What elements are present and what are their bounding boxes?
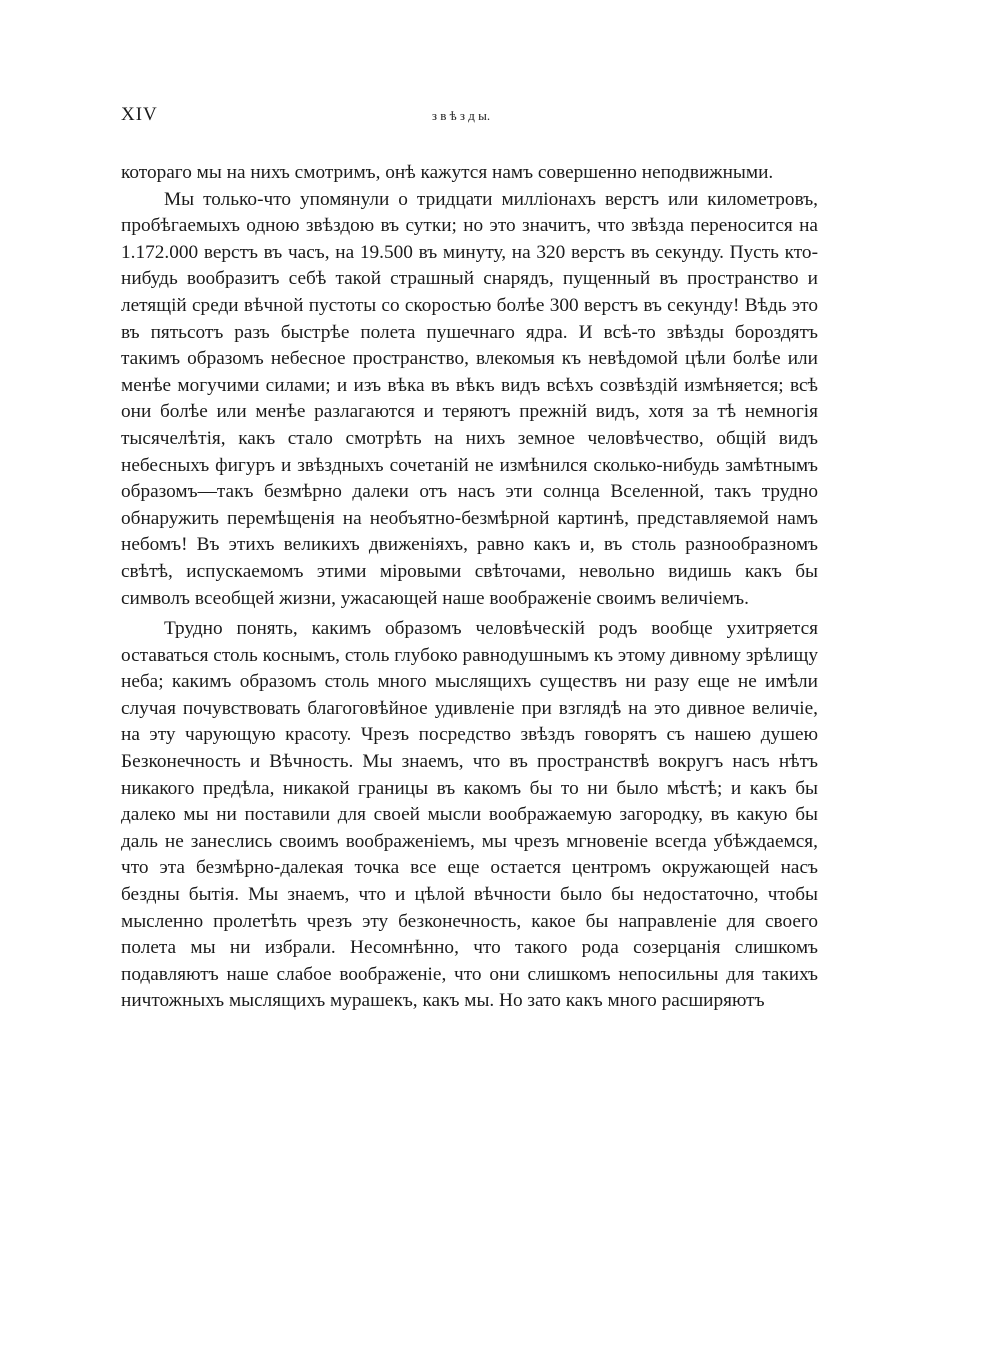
running-title: з в ѣ з д ы. (431, 108, 491, 123)
paragraph: Мы только-что упомянули о тридцати милліонахъ верстъ или километровъ, пробѣгаемыхъ одною звѣздою въ сутки; но это значитъ, что звѣзда переносится на 1.172.000 верстъ въ часъ, на 19.500 въ минуту, на 320 верстъ въ секунду. Пусть кто-нибудь вообразитъ себѣ такой страшный снарядъ, пущенный въ пространство и летящій среди вѣчной пустоты со скоростью болѣе 300 верстъ въ секунду! Вѣдь это въ пятьсотъ разъ быстрѣе полета пушечнаго ядра. И всѣ-то звѣзды бороздятъ такимъ образомъ небесное пространство, влекомыя къ невѣдомой цѣли болѣе или менѣе могучими силами; и изъ вѣка въ вѣкъ видъ всѣхъ созвѣздій измѣняется; всѣ они болѣе или менѣе разлагаются и теряютъ прежній видъ, хотя за тѣ немногія тысячелѣтія, какъ стало смотрѣть на нихъ земное человѣчество, общій видъ небесныхъ фигуръ и звѣздныхъ сочетаній не измѣнился сколько-нибудь замѣтнымъ образомъ—такъ безмѣрно далеки отъ насъ эти солнца Вселенной, такъ трудно обнаружить перемѣщенія на необъятно-безмѣрной картинѣ, представляемой намъ небомъ! Въ этихъ великихъ движеніяхъ, равно какъ и, въ столь разнообразномъ свѣтѣ, испускаемомъ этими міровыми свѣточами, невольно видишь какъ бы символъ всеобщей жизни, ужасающей наше воображеніе своимъ величіемъ. (121, 188, 818, 609)
page-number: XIV (121, 104, 158, 125)
page-body (121, 160, 818, 1015)
page-header (121, 104, 818, 130)
paragraph: Трудно понять, какимъ образомъ человѣческій родъ вообще ухитряется оставаться столь коснымъ, столь глубоко равнодушнымъ къ этому дивному зрѣлищу неба; какимъ образомъ столь много мыслящихъ существъ ни разу еще не имѣли случая почувствовать благоговѣйное удивленіе при взглядѣ на это дивное величіе, на эту чарующую красоту. Чрезъ посредство звѣздъ говорятъ съ нашею душею Безконечность и Вѣчность. Мы знаемъ, что въ пространствѣ вокругъ насъ нѣтъ никакого предѣла, никакой границы въ какомъ бы то ни было мѣстѣ; и какъ бы далеко мы ни поставили для своей мысли воображаемую загородку, въ какую бы даль не занеслись своимъ воображеніемъ, мы чрезъ мгновеніе всегда убѣждаемся, что эта безмѣрно-далекая точка все еще остается центромъ окружающей насъ бездны бытія. Мы знаемъ, что и цѣлой вѣчности было бы недостаточно, чтобы мысленно пролетѣть чрезъ эту безконечность, какое бы направленіе для своего полета мы ни избрали. Несомнѣнно, что такого рода созерцанія слишкомъ подавляютъ наше слабое воображеніе, что они слишкомъ непосильны для такихъ ничтожныхъ мыслящихъ мурашекъ, какъ мы. Но зато какъ много расширяютъ (121, 618, 818, 1012)
paragraph-continuation: котораго мы на нихъ смотримъ, онѣ кажутся намъ совершенно неподвижными. (121, 162, 774, 183)
